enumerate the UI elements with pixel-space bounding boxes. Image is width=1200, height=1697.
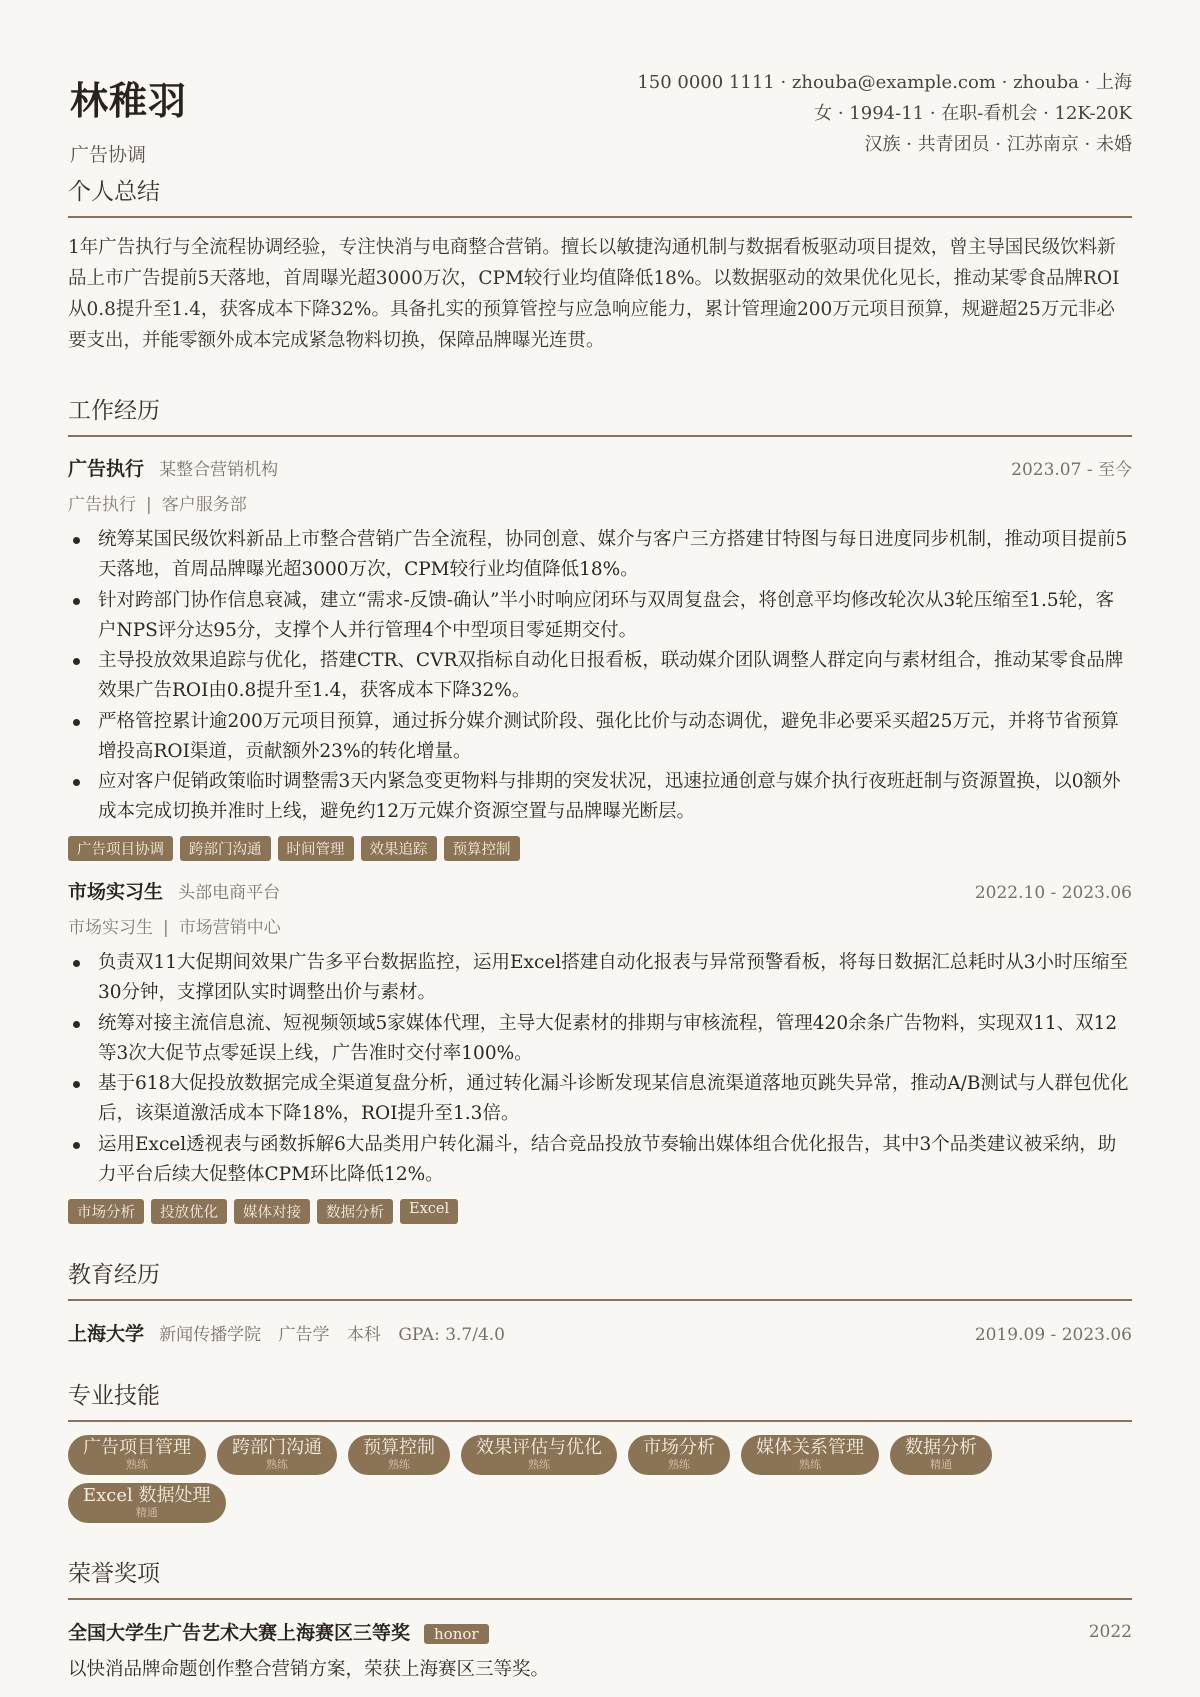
list-item: 运用Excel透视表与函数拆解6大品类用户转化漏斗，结合竞品投放节奏输出媒体组合优化报告，其中3个品类建议被采纳，助力平台后续大促整体CPM环比降低12%。 (98, 1130, 1132, 1190)
skill-name: 预算控制 (363, 1437, 435, 1458)
school-name: 上海大学 (68, 1323, 145, 1345)
skill-pill (348, 1435, 450, 1475)
section-divider (68, 435, 1132, 437)
section-title-summary: 个人总结 (68, 179, 160, 205)
job-tags (68, 1199, 1132, 1224)
education-section (68, 1256, 1132, 1346)
skill-tag: 投放优化 (151, 1199, 227, 1224)
list-item: 基于618大促投放数据完成全渠道复盘分析，通过转化漏斗诊断发现某信息流渠道落地页跳失异常，推动A/B测试与人群包优化后，该渠道激活成本下降18%，ROI提升至1.3倍。 (98, 1069, 1132, 1129)
honor-year: 2022 (1088, 1621, 1132, 1642)
section-divider (68, 1299, 1132, 1301)
skill-level: 熟练 (266, 1458, 288, 1471)
skill-tag: 市场分析 (68, 1199, 144, 1224)
list-item: 应对客户促销政策临时调整需3天内紧急变更物料与排期的突发状况，迅速拉通创意与媒介执行夜班赶制与资源置换，以0额外成本完成切换并准时上线，避免约12万元媒介资源空置与品牌曝光断层。 (98, 767, 1132, 827)
gpa: GPA: 3.7/4.0 (398, 1325, 505, 1345)
skill-tag: 跨部门沟通 (180, 836, 271, 861)
college-name: 新闻传播学院 (159, 1325, 262, 1345)
skill-name: Excel 数据处理 (83, 1485, 211, 1506)
skill-level: 熟练 (126, 1458, 148, 1471)
job-date: 2022.10 - 2023.06 (974, 883, 1132, 903)
degree: 本科 (346, 1325, 381, 1345)
skill-tag: 广告项目协调 (68, 836, 173, 861)
list-item: 针对跨部门协作信息衰减，建立“需求-反馈-确认”半小时响应闭环与双周复盘会，将创意平均修改轮次从3轮压缩至1.5轮，客户NPS评分达95分，支撑个人并行管理4个中型项目零延期交付。 (98, 586, 1132, 646)
skill-level: 精通 (135, 1506, 158, 1519)
personal-info-line: 女 · 1994-11 · 在职-看机会 · 12K-20K (814, 103, 1132, 124)
separator: | (146, 495, 152, 515)
skill-level: 精通 (930, 1458, 952, 1471)
contact-line: 150 0000 1111 · zhouba@example.com · zhouba · 上海 (637, 72, 1132, 93)
job-entry (68, 877, 1132, 1224)
job-company: 头部电商平台 (178, 883, 281, 903)
job-header (68, 454, 1132, 481)
skill-level: 熟练 (388, 1458, 410, 1471)
job-bullets (68, 525, 1132, 827)
section-title-work: 工作经历 (68, 398, 160, 424)
summary-text: 1年广告执行与全流程协调经验，专注快消与电商整合营销。擅长以敏捷沟通机制与数据看板驱动项目提效，曾主导国民级饮料新品上市广告提前5天落地，首周曝光超3000万次，CPM较行业均值降低18%。以数据驱动的效果优化见长，推动某零食品牌ROI从0.8提升至1.4，获客成本下降32%。具备扎实的预算管控与应急响应能力，累计管理逾200万元项目预算，规避超25万元非必要支出，并能零额外成本完成紧急物料切换，保障品牌曝光连贯。 (68, 237, 1120, 351)
summary-section (68, 173, 1132, 356)
job-position: 市场实习生 (68, 881, 164, 903)
list-item: 主导投放效果追踪与优化，搭建CTR、CVR双指标自动化日报看板，联动媒介团队调整人群定向与素材组合，推动某零食品牌效果广告ROI由0.8提升至1.4，获客成本下降32%。 (98, 646, 1132, 706)
skill-tag: Excel (400, 1199, 458, 1224)
skill-pill (68, 1483, 226, 1523)
job-department: 市场营销中心 (178, 918, 281, 938)
education-date: 2019.09 - 2023.06 (974, 1325, 1132, 1345)
resume-header (68, 0, 1132, 180)
section-divider (68, 216, 1132, 218)
list-item: 严格管控累计逾200万元项目预算，通过拆分媒介测试阶段、强化比价与动态调优，避免非必要采买超25万元，并将节省预算增投高ROI渠道，贡献额外23%的转化增量。 (98, 707, 1132, 767)
job-date: 2023.07 - 至今 (1011, 460, 1132, 480)
job-position: 广告执行 (68, 458, 145, 480)
honor-title: 全国大学生广告艺术大赛上海赛区三等奖 (68, 1622, 411, 1644)
skill-pill (217, 1435, 337, 1475)
section-divider (68, 1598, 1132, 1600)
skill-pill (741, 1435, 879, 1475)
job-bullets (68, 948, 1132, 1190)
skill-level: 熟练 (799, 1458, 821, 1471)
job-role: 市场实习生 (68, 918, 153, 938)
skill-pill (461, 1435, 617, 1475)
candidate-name: 林稚羽 (70, 78, 188, 123)
job-entry (68, 454, 1132, 861)
list-item: 统筹对接主流信息流、短视频领域5家媒体代理，主导大促素材的排期与审核流程，管理420余条广告物料，实现双11、双12等3次大促节点零延误上线，广告准时交付率100%。 (98, 1009, 1132, 1069)
skill-level: 熟练 (668, 1458, 690, 1471)
skill-pill (628, 1435, 730, 1475)
honors-section (68, 1555, 1132, 1681)
section-title-skills: 专业技能 (68, 1383, 160, 1409)
job-subtitle (68, 913, 1132, 938)
skills-list (68, 1435, 1132, 1523)
education-entry (68, 1319, 1132, 1346)
section-title-honors: 荣誉奖项 (68, 1561, 160, 1587)
work-section (68, 392, 1132, 1224)
major-name: 广告学 (278, 1325, 330, 1345)
skill-tag: 效果追踪 (361, 836, 437, 861)
skill-tag: 时间管理 (278, 836, 354, 861)
background-info-line: 汉族 · 共青团员 · 江苏南京 · 未婚 (864, 134, 1132, 155)
honor-description: 以快消品牌命题创作整合营销方案，荣获上海赛区三等奖。 (68, 1659, 550, 1680)
job-role: 广告执行 (68, 495, 136, 515)
honor-entry (68, 1618, 1132, 1645)
skill-name: 跨部门沟通 (232, 1437, 322, 1458)
skill-pill (68, 1435, 206, 1475)
job-company: 某整合营销机构 (159, 460, 279, 480)
honor-badge: honor (424, 1624, 489, 1644)
contact-info (637, 67, 1132, 160)
list-item: 统筹某国民级饮料新品上市整合营销广告全流程，协同创意、媒介与客户三方搭建甘特图与每日进度同步机制，推动项目提前5天落地，首周品牌曝光超3000万次，CPM较行业均值降低18%。 (98, 525, 1132, 585)
skill-pill (890, 1435, 992, 1475)
job-department: 客户服务部 (161, 495, 247, 515)
job-header (68, 877, 1132, 904)
skill-tag: 预算控制 (444, 836, 520, 861)
skill-name: 媒体关系管理 (756, 1437, 864, 1458)
job-title: 广告协调 (70, 144, 147, 166)
separator: | (163, 918, 169, 938)
skill-name: 广告项目管理 (83, 1437, 191, 1458)
skills-section (68, 1377, 1132, 1523)
skill-name: 市场分析 (643, 1437, 715, 1458)
section-title-education: 教育经历 (68, 1262, 160, 1288)
skill-tag: 媒体对接 (234, 1199, 310, 1224)
skill-tag: 数据分析 (317, 1199, 393, 1224)
job-tags (68, 836, 1132, 861)
skill-name: 效果评估与优化 (476, 1437, 602, 1458)
education-details (159, 1325, 517, 1345)
list-item: 负责双11大促期间效果广告多平台数据监控，运用Excel搭建自动化报表与异常预警看板，将每日数据汇总耗时从3小时压缩至30分钟，支撑团队实时调整出价与素材。 (98, 948, 1132, 1008)
section-divider (68, 1420, 1132, 1422)
job-subtitle (68, 490, 1132, 515)
skill-level: 熟练 (528, 1458, 550, 1471)
skill-name: 数据分析 (905, 1437, 977, 1458)
